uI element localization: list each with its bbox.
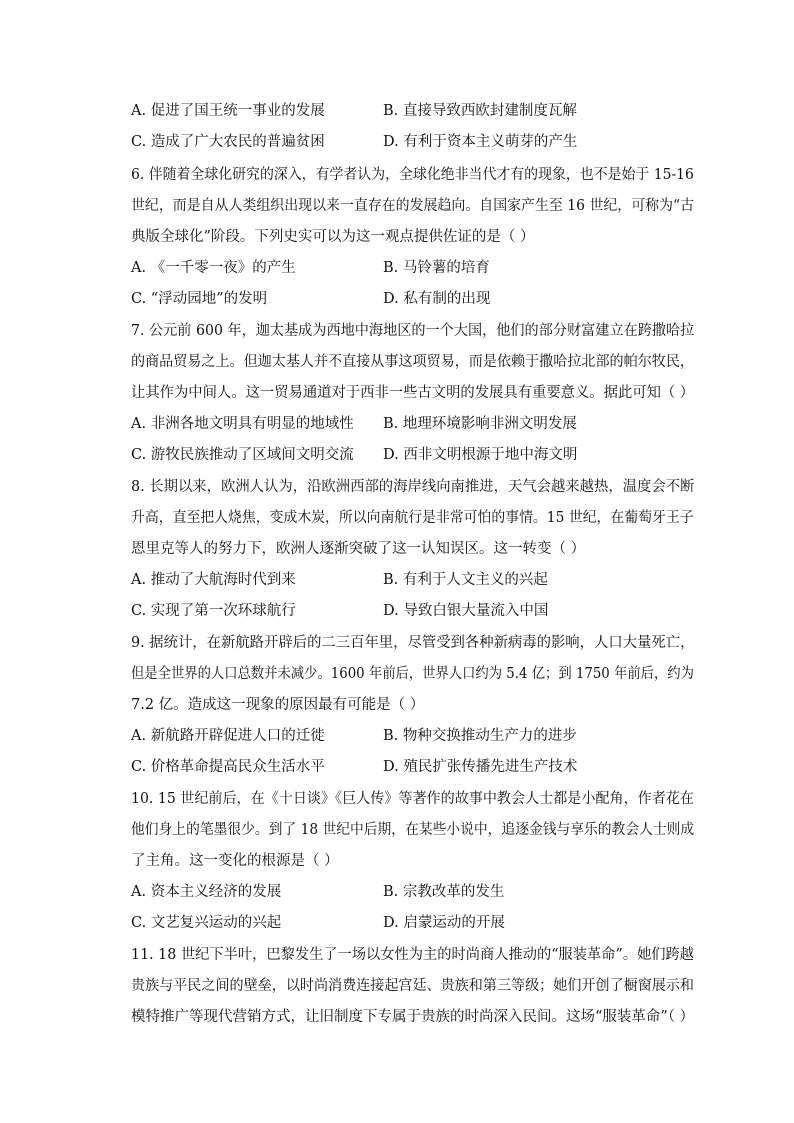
q5-option-b[interactable]: B. 直接导致西欧封建制度瓦解 (383, 103, 577, 119)
q7-stem-line-1: 7. 公元前 600 年，迦太基成为西地中海地区的一个大国，他们的部分财富建立在跨撒哈拉 (131, 323, 695, 339)
q10-stem-line-2: 他们身上的笔墨很少。到了 18 世纪中后期，在某些小说中，追逐金钱与享乐的教会人士则成 (131, 822, 695, 838)
q6-stem-line-1: 6. 伴随着全球化研究的深入，有学者认为，全球化绝非当代才有的现象，也不是始于 15-16 (131, 167, 694, 183)
q11-stem-line-2: 贵族与平民之间的壁垒，以时尚消费连接起宫廷、贵族和第三等级；她们开创了橱窗展示和 (131, 978, 694, 994)
q8-options-row-1 (131, 569, 691, 591)
q7-options-row-2 (131, 444, 691, 466)
q8-stem-line-3: 恩里克等人的努力下，欧洲人逐渐突破了这一认知误区。这一转变（ ） (131, 541, 586, 557)
q5-options-row-1 (131, 100, 691, 122)
q9-options-row-1 (131, 725, 691, 747)
q9-option-c[interactable]: C. 价格革命提高民众生活水平 (131, 759, 325, 775)
q10-option-a[interactable]: A. 资本主义经济的发展 (131, 884, 282, 900)
q9-stem-line-1: 9. 据统计，在新航路开辟后的二三百年里，尽管受到各种新病毒的影响，人口大量死亡， (131, 635, 695, 651)
q9-option-d[interactable]: D. 殖民扩张传播先进生产技术 (383, 759, 578, 775)
q6-option-a[interactable]: A. 《一千零一夜》的产生 (131, 260, 296, 276)
q5-options-row-2 (131, 131, 691, 153)
q9-stem-line-2: 但是全世界的人口总数并未减少。1600 年前后，世界人口约为 5.4 亿；到 1750 年前后，约为 (131, 666, 694, 682)
q8-stem-line-2: 升高，直至把人烧焦，变成木炭，所以向南航行是非常可怕的事情。15 世纪，在葡萄牙王子 (131, 510, 694, 526)
q6-options-row-1 (131, 257, 691, 279)
q7-stem-line-2: 的商品贸易之上。但迦太基人并不直接从事这项贸易，而是依赖于撒哈拉北部的帕尔牧民， (131, 354, 694, 370)
q8-option-c[interactable]: C. 实现了第一次环球航行 (131, 603, 296, 619)
q9-option-a[interactable]: A. 新航路开辟促进人口的迁徙 (131, 728, 325, 744)
q8-option-d[interactable]: D. 导致白银大量流入中国 (383, 603, 549, 619)
q10-option-c[interactable]: C. 文艺复兴运动的兴起 (131, 915, 282, 931)
q8-stem-line-1: 8. 长期以来，欧洲人认为，沿欧洲西部的海岸线向南推进，天气会越来越热，温度会不断 (131, 479, 695, 495)
q6-stem-line-2: 世纪，而是自从人类组织出现以来一直存在的发展趋向。自国家产生至 16 世纪，可称为“古 (131, 198, 695, 214)
q5-option-d[interactable]: D. 有利于资本主义萌芽的产生 (383, 134, 578, 150)
q10-option-b[interactable]: B. 宗教改革的发生 (383, 884, 505, 900)
q8-option-a[interactable]: A. 推动了大航海时代到来 (131, 572, 296, 588)
q10-options-row-1 (131, 881, 691, 903)
q7-stem-line-3: 让其作为中间人。这一贸易通道对于西非一些古文明的发展具有重要意义。据此可知（ ） (131, 385, 695, 401)
q7-option-d[interactable]: D. 西非文明根源于地中海文明 (383, 447, 578, 463)
q9-options-row-2 (131, 756, 691, 778)
q6-option-b[interactable]: B. 马铃薯的培育 (383, 260, 490, 276)
q10-options-row-2 (131, 912, 691, 934)
q8-options-row-2 (131, 600, 691, 622)
q6-stem-line-3: 典版全球化”阶段。下列史实可以为这一观点提供佐证的是（ ） (131, 229, 535, 245)
q10-stem-line-3: 了主角。这一变化的根源是（ ） (131, 853, 339, 869)
q6-option-c[interactable]: C. “浮动园地”的发明 (131, 291, 268, 307)
q7-options-row-1 (131, 413, 691, 435)
q5-option-a[interactable]: A. 促进了国王统一事业的发展 (131, 103, 325, 119)
q7-option-c[interactable]: C. 游牧民族推动了区域间文明交流 (131, 447, 354, 463)
q9-stem-line-3: 7.2 亿。造成这一现象的原因最有可能是（ ） (131, 697, 425, 713)
q11-stem-line-1: 11. 18 世纪下半叶，巴黎发生了一场以女性为主的时尚商人推动的“服装革命”。她们跨越 (131, 947, 695, 963)
q10-option-d[interactable]: D. 启蒙运动的开展 (383, 915, 505, 931)
q10-stem-line-1: 10. 15 世纪前后，在《十日谈》《巨人传》等著作的故事中教会人士都是小配角，作者花在 (131, 791, 694, 807)
q8-option-b[interactable]: B. 有利于人文主义的兴起 (383, 572, 548, 588)
q7-option-b[interactable]: B. 地理环境影响非洲文明发展 (383, 416, 577, 432)
q5-option-c[interactable]: C. 造成了广大农民的普遍贫困 (131, 134, 325, 150)
q9-option-b[interactable]: B. 物种交换推动生产力的进步 (383, 728, 577, 744)
q11-stem-line-3: 模特推广等现代营销方式，让旧制度下专属于贵族的时尚深入民间。这场“服装革命”（ ） (131, 1009, 695, 1025)
q6-option-d[interactable]: D. 私有制的出现 (383, 291, 491, 307)
q6-options-row-2 (131, 288, 691, 310)
q7-option-a[interactable]: A. 非洲各地文明具有明显的地域性 (131, 416, 354, 432)
